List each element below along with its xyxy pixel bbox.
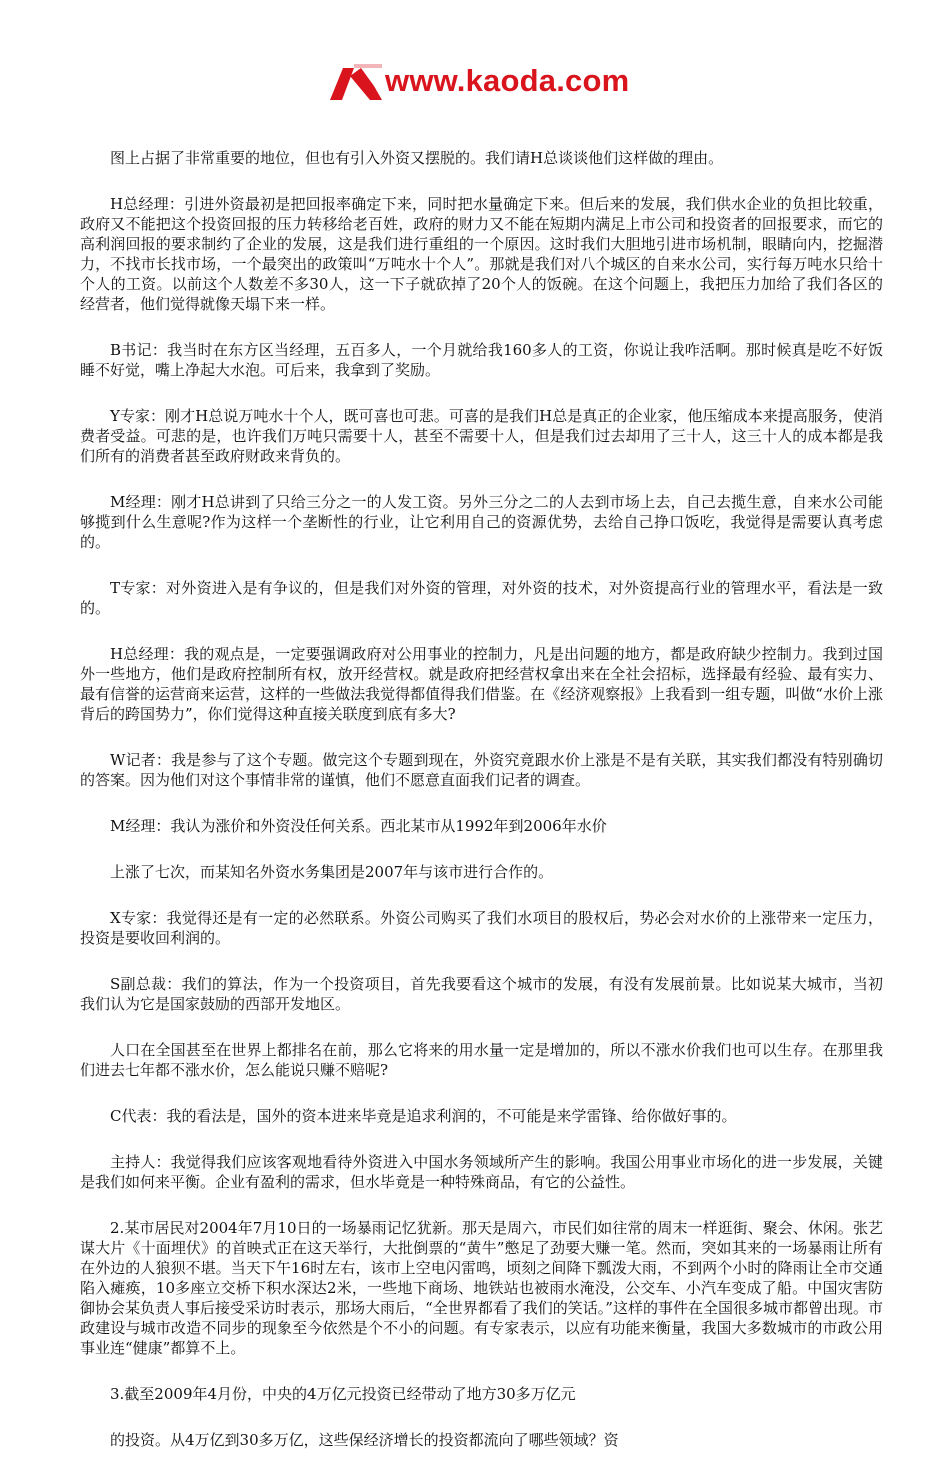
paragraph: 主持人：我觉得我们应该客观地看待外资进入中国水务领域所产生的影响。我国公用事业市场化的进一步发展，关键是我们如何来平衡。企业有盈利的需求，但水毕竟是一种特殊商品，有它的公益性。 bbox=[80, 1153, 883, 1191]
paragraph: W记者：我是参与了这个专题。做完这个专题到现在，外资究竟跟水价上涨是不是有关联，其实我们都没有特别确切的答案。因为他们对这个事情非常的谨慎，他们不愿意直面我们记者的调查。 bbox=[80, 751, 883, 789]
kaoda-logo-icon bbox=[330, 62, 392, 100]
paragraph: Y专家：刚才H总说万吨水十个人，既可喜也可悲。可喜的是我们H总是真正的企业家，他压缩成本来提高服务，使消费者受益。可悲的是，也许我们万吨只需要十人，甚至不需要十人，但是我们过去却用了三十人，这三十人的成本都是我们所有的消费者甚至政府财政来背负的。 bbox=[80, 407, 883, 465]
site-url[interactable]: www.kaoda.com bbox=[385, 63, 630, 98]
paragraph: T专家：对外资进入是有争议的，但是我们对外资的管理，对外资的技术，对外资提高行业的管理水平，看法是一致的。 bbox=[80, 579, 883, 617]
paragraph: 的投资。从4万亿到30多万亿，这些保经济增长的投资都流向了哪些领域？资 bbox=[110, 1431, 619, 1449]
paragraph: H总经理：我的观点是，一定要强调政府对公用事业的控制力，凡是出问题的地方，都是政府缺少控制力。我到过国外一些地方，他们是政府控制所有权，放开经营权。就是政府把经营权拿出来在全社会招标，选择最有经验、最有实力、最有信誉的运营商来运营，这样的一些做法我觉得都值得我们借鉴。在《经济观察报》上我看到一组专题，叫做“水价上涨背后的跨国势力”，你们觉得这种直接关联度到底有多大? bbox=[80, 645, 883, 723]
paragraph: M经理：我认为涨价和外资没任何关系。西北某市从1992年到2006年水价 bbox=[110, 817, 607, 835]
paragraph: B书记：我当时在东方区当经理，五百多人，一个月就给我160多人的工资，你说让我咋活啊。那时候真是吃不好饭睡不好觉，嘴上净起大水泡。可后来，我拿到了奖励。 bbox=[80, 341, 883, 379]
paragraph: 上涨了七次，而某知名外资水务集团是2007年与该市进行合作的。 bbox=[110, 863, 554, 881]
paragraph: 2.某市居民对2004年7月10日的一场暴雨记忆犹新。那天是周六，市民们如往常的周末一样逛街、聚会、休闲。张艺谋大片《十面埋伏》的首映式正在这天举行，大批倒票的“黄牛”憋足了劲要大赚一笔。然而，突如其来的一场暴雨让所有在外边的人狼狈不堪。当天下午16时左右，该市上空电闪雷鸣，顷刻之间降下瓢泼大雨，不到两个小时的降雨让全市交通陷入瘫痪，10多座立交桥下积水深达2米，一些地下商场、地铁站也被雨水淹没，公交车、小汽车变成了船。中国灾害防御协会某负责人事后接受采访时表示，那场大雨后，“全世界都看了我们的笑话。”这样的事件在全国很多城市都曾出现。市政建设与城市改造不同步的现象至今依然是个不小的问题。有专家表示，以应有功能来衡量，我国大多数城市的市政公用事业连“健康”都算不上。 bbox=[80, 1219, 883, 1357]
paragraph: H总经理：引进外资最初是把回报率确定下来，同时把水量确定下来。但后来的发展，我们供水企业的负担比较重，政府又不能把这个投资回报的压力转移给老百姓，政府的财力又不能在短期内满足上市公司和投资者的回报要求，而它的高利润回报的要求制约了企业的发展，这是我们进行重组的一个原因。这时我们大胆地引进市场机制，眼睛向内，挖掘潜力，不找市长找市场，一个最突出的政策叫“万吨水十个人”。那就是我们对八个城区的自来水公司，实行每万吨水只给十个人的工资。以前这个人数差不多30人，这一下子就砍掉了20个人的饭碗。在这个问题上，我把压力加给了我们各区的经营者，他们觉得就像天塌下来一样。 bbox=[80, 195, 883, 313]
document-body bbox=[80, 148, 883, 1476]
paragraph: 3.截至2009年4月份，中央的4万亿元投资已经带动了地方30多万亿元 bbox=[110, 1385, 576, 1403]
paragraph: S副总裁：我们的算法，作为一个投资项目，首先我要看这个城市的发展，有没有发展前景。比如说某大城市，当初我们认为它是国家鼓励的西部开发地区。 bbox=[80, 975, 883, 1013]
paragraph: X专家：我觉得还是有一定的必然联系。外资公司购买了我们水项目的股权后，势必会对水价的上涨带来一定压力，投资是要收回利润的。 bbox=[80, 909, 883, 947]
paragraph: C代表：我的看法是，国外的资本进来毕竟是追求利润的，不可能是来学雷锋、给你做好事的。 bbox=[110, 1107, 737, 1125]
paragraph: 图上占据了非常重要的地位，但也有引入外资又摆脱的。我们请H总谈谈他们这样做的理由。 bbox=[110, 149, 724, 167]
paragraph: 人口在全国甚至在世界上都排名在前，那么它将来的用水量一定是增加的，所以不涨水价我们也可以生存。在那里我们进去七年都不涨水价，怎么能说只赚不赔呢? bbox=[80, 1041, 883, 1079]
page-header bbox=[0, 52, 950, 112]
paragraph: M经理：刚才H总讲到了只给三分之一的人发工资。另外三分之二的人去到市场上去，自己去揽生意，自来水公司能够揽到什么生意呢?作为这样一个垄断性的行业，让它利用自己的资源优势，去给自己挣口饭吃，我觉得是需要认真考虑的。 bbox=[80, 493, 883, 551]
